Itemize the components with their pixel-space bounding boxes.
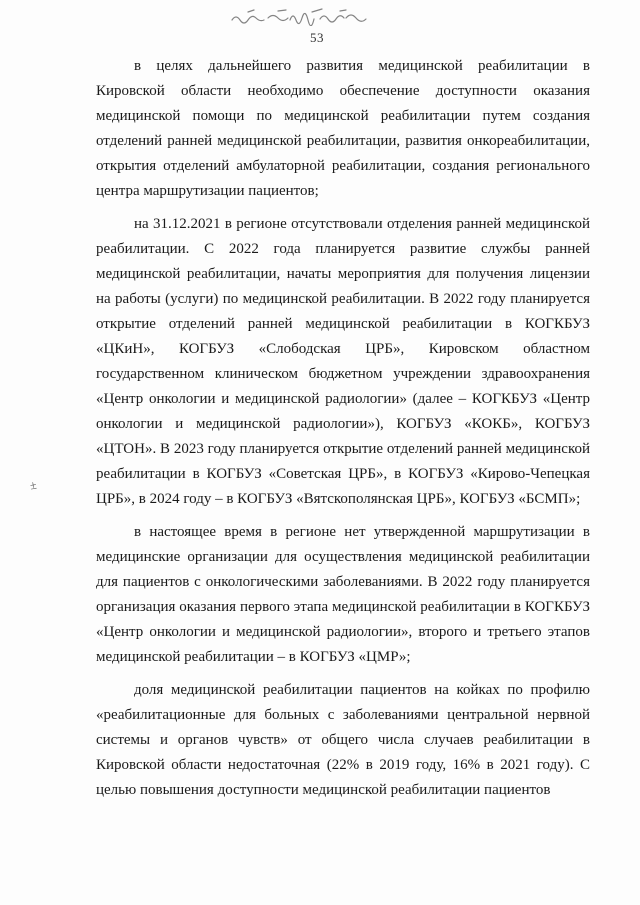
page-number: 53 [310, 30, 324, 45]
paragraph-rehabilitation-goals: в целях дальнейшего развития медицинской реабилитации в Кировской области необходимо обеспечение доступности оказания медицинской помощи по медицинской реабилитации путем создания отделений ранней медицинской реабилитации, развития онкореабилитации, открытия отделений амбулаторной реабилитации, создания регионального центра маршрутизации пациентов; [96, 58, 590, 199]
scanned-header-stamp [228, 6, 378, 26]
margin-mark: ± [28, 477, 38, 493]
body-text [96, 54, 590, 811]
paragraph-rehabilitation-share: доля медицинской реабилитации пациентов на койках по профилю «реабилитационные для больных с заболеваниями центральной нервной системы и органов чувств» от общего числа случаев реабилитации в Кировской области недостаточная (22% в 2019 году, 16% в 2021 году). С целью повышения доступности медицинской реабилитации пациентов [96, 682, 590, 798]
paragraph-early-rehabilitation-departments: на 31.12.2021 в регионе отсутствовали отделения ранней медицинской реабилитации. С 2022 года планируется развитие службы ранней медицинской реабилитации, начаты мероприятия для получения лицензии на работы (услуги) по медицинской реабилитации. В 2022 году планируется открытие отделений ранней медицинской реабилитации в КОГКБУЗ «ЦКиН», КОГБУЗ «Слободская ЦРБ», Кировском областном государственном клиническом бюджетном учреждении здравоохранения «Центр онкологии и медицинской радиологии» (далее – КОГКБУЗ «Центр онкологии и медицинской радиологии»), КОГБУЗ «КОКБ», КОГБУЗ «ЦТОН». В 2023 году планируется открытие отделений ранней медицинской реабилитации в КОГБУЗ «Советская ЦРБ», в КОГБУЗ «Кирово-Чепецкая ЦРБ», в 2024 году – в КОГБУЗ «Вятскополянская ЦРБ», КОГБУЗ «БСМП»; [96, 216, 590, 507]
paragraph-oncology-routing: в настоящее время в регионе нет утвержденной маршрутизации в медицинские организации для осуществления медицинской реабилитации для пациентов с онкологическими заболеваниями. В 2022 году планируется организация оказания первого этапа медицинской реабилитации в КОГКБУЗ «Центр онкологии и медицинской радиологии», второго и третьего этапов медицинской реабилитации – в КОГБУЗ «ЦМР»; [96, 524, 590, 665]
